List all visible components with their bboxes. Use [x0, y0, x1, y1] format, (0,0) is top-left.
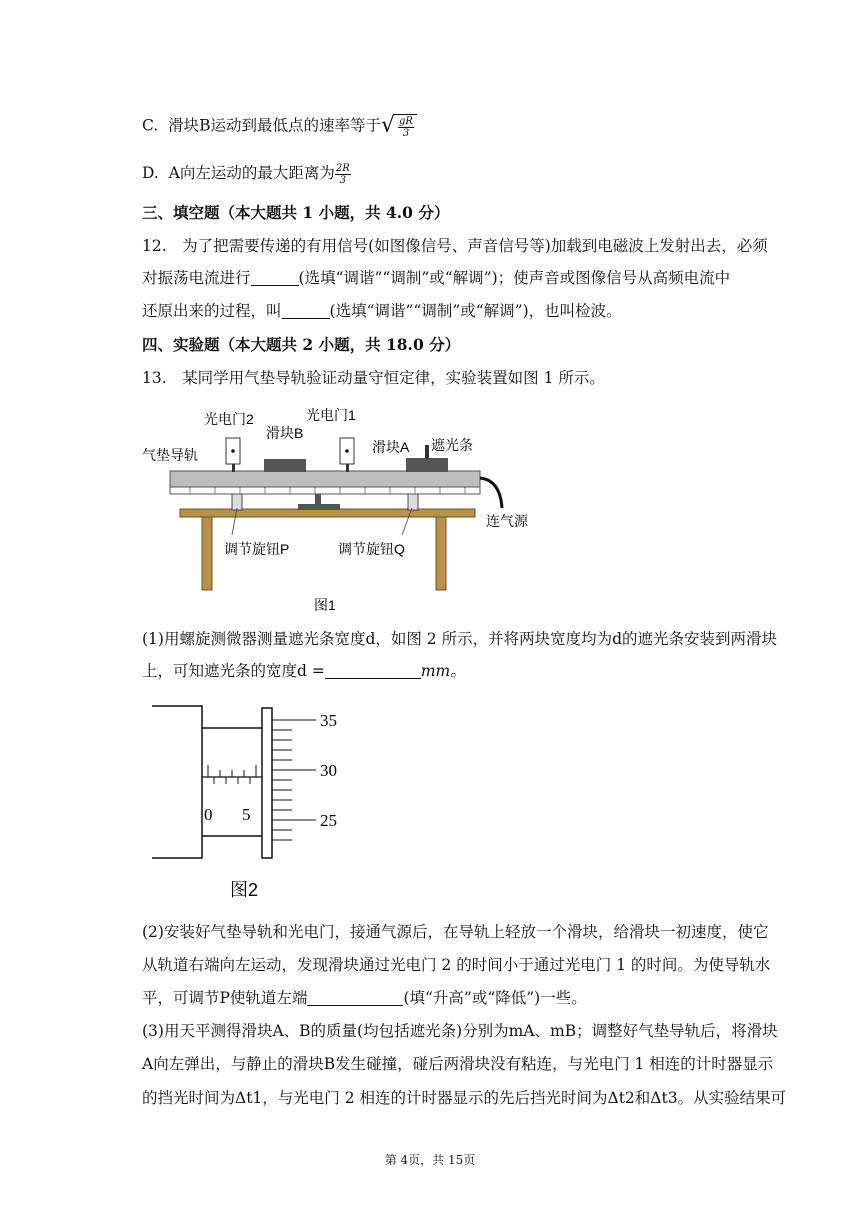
table-leg-left [202, 516, 212, 590]
tick-30: 30 [320, 761, 337, 780]
label-air: 连气源 [486, 513, 528, 529]
label-knob-p: 调节旋钮P [224, 541, 290, 557]
part-3-line2: A向左弹出，与静止的滑块B发生碰撞，碰后两滑块没有粘连，与光电门 1 相连的计时器显示 [142, 1055, 774, 1073]
sleeve-mark-0: 0 [204, 805, 213, 824]
fraction-denominator: 3 [402, 127, 410, 139]
part-2-line1: (2)安装好气垫导轨和光电门，接通气源后，在导轨上轻放一个滑块，给滑块一初速度，使它 [142, 923, 769, 941]
figure-2-micrometer [148, 700, 378, 905]
part-1-line1: (1)用螺旋测微器测量遮光条宽度d，如图 2 所示，并将两块宽度均为d的遮光条安装到两滑块 [142, 630, 778, 648]
part-1-line2 [142, 660, 466, 682]
figure-caption: 图1 [314, 597, 336, 613]
fraction-denominator: 3 [339, 174, 347, 186]
shading-strip [425, 445, 429, 459]
fraction-numerator: 2R [335, 162, 350, 174]
part-3-line1: (3)用天平测得滑块A、B的质量(均包括遮光条)分别为mA、mB；调整好气垫导轨后，将滑块 [142, 1022, 778, 1040]
label-strip: 遮光条 [431, 437, 473, 453]
figure-caption: 图2 [230, 880, 259, 900]
option-text: A向左运动的最大距离为 [168, 164, 335, 182]
thimble-ticks [272, 720, 316, 840]
option-label: D. [142, 164, 159, 182]
figure-1-apparatus [140, 400, 560, 620]
knob-p [232, 494, 242, 510]
page-footer: 第 4页，共 15页 [384, 1153, 476, 1167]
text: 还原出来的过程，叫 [142, 302, 282, 320]
option-d [142, 162, 351, 186]
part-3-line3: 的挡光时间为Δt1，与光电门 2 相连的计时器显示的先后挡光时间为Δt2和Δt3。从实验结果可 [142, 1089, 787, 1107]
sleeve-ticks [208, 765, 256, 784]
slider-b [264, 459, 306, 472]
question-12-line1: 12. 为了把需要传递的有用信号(如图像信号、声音信号等)加载到电磁波上发射出去，必须 [142, 237, 768, 255]
label-slider-b: 滑块B [266, 425, 304, 441]
label-slider-a: 滑块A [372, 439, 410, 455]
part-2-line3 [142, 987, 587, 1009]
text: 平，可调节P使轨道左端 [142, 989, 308, 1007]
text: (填“升高”或“降低”)一些。 [403, 989, 587, 1007]
option-label: C. [142, 116, 159, 135]
unit: mm。 [420, 662, 466, 680]
label-knob-q: 调节旋钮Q [338, 541, 405, 557]
option-text: 滑块B运动到最低点的速率等于 [168, 116, 381, 135]
answer-blank [282, 302, 330, 319]
answer-blank [251, 269, 299, 286]
label-gate1: 光电门1 [306, 407, 356, 423]
option-c [142, 114, 417, 139]
question-12-line3 [142, 300, 622, 322]
micrometer-frame [152, 706, 202, 858]
fraction [335, 163, 351, 186]
sqrt-expression: √ $\frac{gR}{3}$ [381, 114, 417, 139]
section-heading: 三、填空题（本大题共 1 小题，共 4.0 分） [142, 203, 450, 222]
section-heading: 四、实验题（本大题共 2 小题，共 18.0 分） [142, 335, 461, 354]
text: 上，可知遮光条的宽度d = [142, 662, 325, 680]
text: (选填“调谐”“调制”或“解调”)；使声音或图像信号从高频电流中 [298, 269, 731, 287]
tick-35: 35 [320, 711, 337, 730]
label-gate2: 光电门2 [204, 411, 254, 427]
knob-q [408, 494, 418, 510]
question-12-line2 [142, 267, 730, 289]
sleeve-mark-5: 5 [242, 805, 251, 824]
air-track [170, 471, 480, 487]
text: 对振荡电流进行 [142, 269, 251, 287]
slider-a [406, 458, 448, 472]
question-13-stem: 13. 某同学用气垫导轨验证动量守恒定律，实验装置如图 1 所示。 [142, 369, 605, 387]
tick-25: 25 [320, 811, 337, 830]
answer-blank [325, 662, 421, 679]
tabletop [180, 509, 475, 517]
air-hose [480, 478, 502, 508]
table-leg-right [436, 516, 446, 590]
answer-blank [307, 989, 403, 1006]
part-2-line2: 从轨道右端向左运动，发现滑块通过光电门 2 的时间小于通过光电门 1 的时间。为使导轨水 [142, 956, 771, 974]
label-track: 气垫导轨 [142, 447, 198, 463]
text: (选填“调谐”“调制”或“解调”)，也叫检波。 [329, 302, 622, 320]
fraction-numerator: gR [399, 115, 413, 127]
